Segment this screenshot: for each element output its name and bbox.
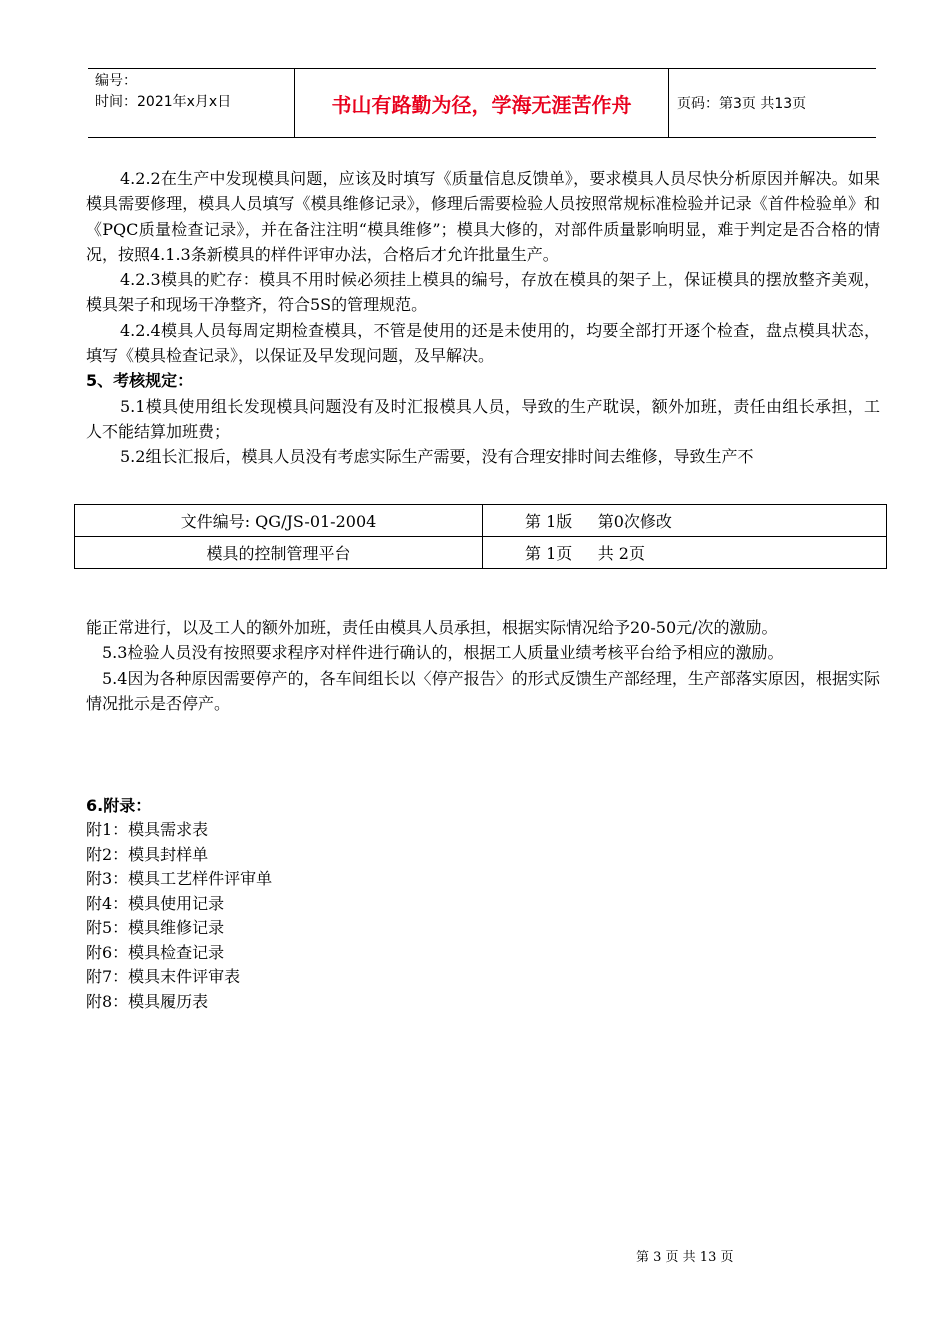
body-top	[86, 166, 880, 470]
paragraph-5-2-continued: 能正常进行，以及工人的额外加班，责任由模具人员承担，根据实际情况给予20-50元/次的激励。	[86, 618, 778, 637]
paragraph-5-3: 5.3检验人员没有按照要求程序对样件进行确认的，根据工人质量业绩考核平台给予相应的激励。	[102, 643, 784, 663]
paragraph-4-2-2: 4.2.2在生产中发现模具问题，应该及时填写《质量信息反馈单》，要求模具人员尽快分析原因并解决。如果模具需要修理，模具人员填写《模具维修记录》，修理后需要检验人员按照常规标准检验并记录《首件检验单》和《PQC质量检查记录》，并在备注注明“模具维修”；模具大修的，对部件质量影响明显，难于判定是否合格的情况，按照4.1.3条新模具的样件评审办法，合格后才允许批量生产。	[86, 169, 880, 264]
list-item: 附5：模具维修记录	[86, 918, 225, 937]
paragraph-5-2-start: 5.2组长汇报后，模具人员没有考虑实际生产需要，没有合理安排时间去维修，导致生产不	[120, 447, 754, 467]
list-item: 附4：模具使用记录	[86, 893, 225, 913]
paragraph-4-2-3: 4.2.3模具的贮存：模具不用时候必须挂上模具的编号，存放在模具的架子上，保证模具的摆放整齐美观，模具架子和现场干净整齐，符合5S的管理规范。	[86, 270, 880, 315]
paragraph-5-4: 5.4因为各种原因需要停产的，各车间组长以〈停产报告〉的形式反馈生产部经理，生产部落实原因，根据实际情况批示是否停产。	[86, 668, 880, 713]
table-row	[75, 505, 887, 537]
doc-number-label: 编号：	[95, 73, 137, 89]
footer-page-number: 第 3 页 共 13 页	[636, 1250, 734, 1265]
file-number-cell: 文件编号: QG/JS-01-2004	[75, 505, 483, 537]
section-5-title: 5、考核规定：	[86, 371, 194, 391]
header-meta	[88, 69, 295, 137]
document-info-table	[74, 504, 887, 569]
list-item: 附7：模具末件评审表	[86, 967, 241, 986]
paragraph-4-2-4: 4.2.4模具人员每周定期检查模具，不管是使用的还是未使用的，均要全部打开逐个检查，盘点模具状态，填写《模具检查记录》，以保证及早发现问题，及早解决。	[86, 320, 880, 366]
list-item: 附2：模具封样单	[86, 844, 209, 864]
section-6-title: 6.附录：	[86, 796, 152, 815]
table-page-cell: 第 1页 共 2页	[483, 537, 887, 569]
table-row	[75, 537, 887, 569]
header-table	[88, 68, 876, 138]
list-item: 附3：模具工艺样件评审单	[86, 869, 273, 888]
list-item: 附1：模具需求表	[86, 820, 209, 839]
annex-list	[86, 818, 272, 1014]
time-label: 时间：2021年x月x日	[95, 94, 232, 110]
edition-cell: 第 1版 第0次修改	[483, 505, 887, 537]
platform-cell: 模具的控制管理平台	[75, 537, 483, 569]
list-item: 附6：模具检查记录	[86, 942, 225, 962]
header-page-label: 页码：第3页 共13页	[677, 96, 807, 112]
list-item: 附8：模具履历表	[86, 991, 209, 1011]
header-motto: 书山有路勤为径，学海无涯苦作舟	[295, 69, 669, 137]
paragraph-5-1: 5.1模具使用组长发现模具问题没有及时汇报模具人员，导致的生产耽误，额外加班，责任由组长承担，工人不能结算加班费；	[86, 396, 880, 441]
body-bottom	[86, 615, 880, 716]
